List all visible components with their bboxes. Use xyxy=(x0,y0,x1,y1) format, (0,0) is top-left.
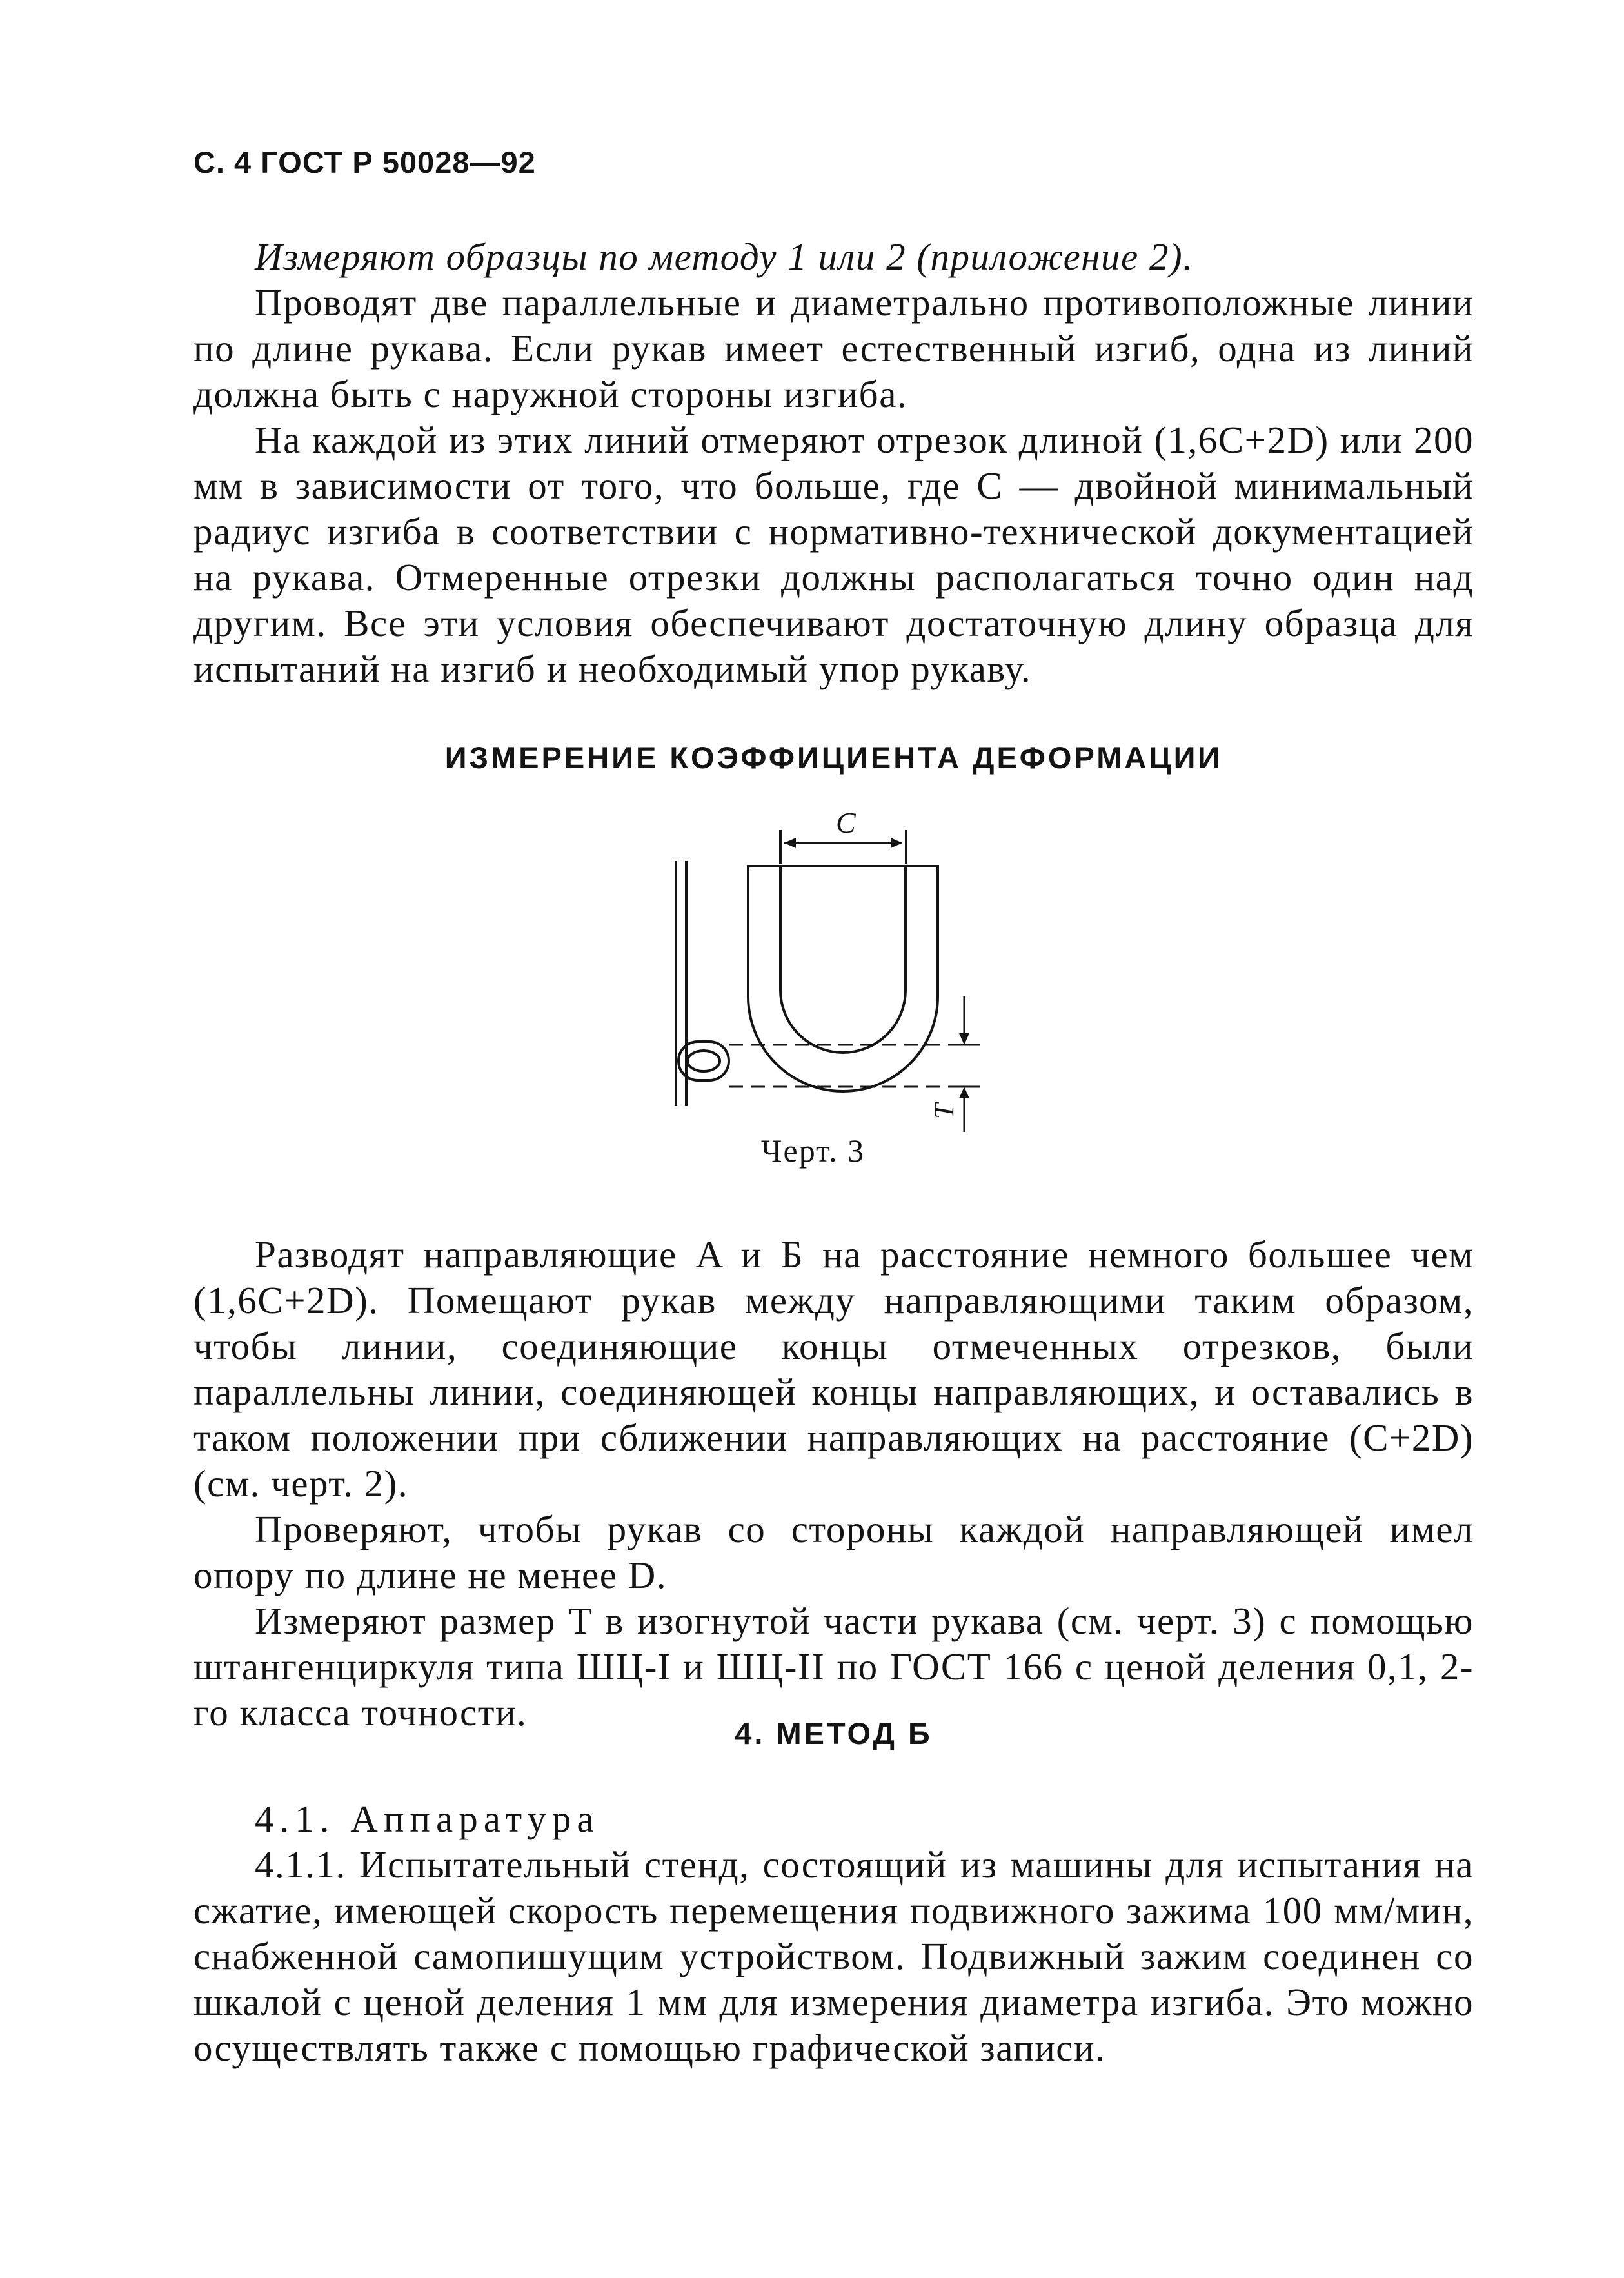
dimension-label-c: C xyxy=(836,806,856,839)
figure-caption: Черт. 3 xyxy=(761,1133,866,1169)
paragraph: Разводят направляющие A и Б на расстояние немного большее чем (1,6C+2D). Помещают рукав между направляющими таким образом, чтобы линии, соединяющие концы отмеченных отрезков, были параллельны линии, соединяющей концы направляющих, и оставались в таком положении при сближении направляющих на расстояние (C+2D) (см. черт. 2). xyxy=(193,1233,1474,1505)
text-block-method-a xyxy=(193,234,1474,692)
subsection-heading: 4.1. Аппаратура xyxy=(255,1798,600,1840)
paragraph: На каждой из этих линий отмеряют отрезок длиной (1,6C+2D) или 200 мм в зависимости от того, что больше, где C — двойной минимальный радиус изгиба в соответствии с нормативно-технической документацией на рукава. Отмеренные отрезки должны располагаться точно один над другим. Все эти условия обеспечивают достаточную длину образца для испытаний на изгиб и необходимый упор рукаву. xyxy=(193,419,1474,690)
paragraph: Измеряют образцы по методу 1 или 2 (приложение 2). xyxy=(255,235,1194,278)
paragraph: Измеряют размер T в изогнутой части рукава (см. черт. 3) с помощью штангенциркуля типа ШЦ-I и ШЦ-II по ГОСТ 166 с ценой деления 0,1, 2-го класса точности. xyxy=(193,1600,1474,1734)
section-heading: 4. МЕТОД Б xyxy=(735,1716,933,1750)
text-block-method-b xyxy=(193,1796,1474,2071)
paragraph: 4.1.1. Испытательный стенд, состоящий из машины для испытания на сжатие, имеющей скорость перемещения подвижного зажима 100 мм/мин, снабженной самопишущим устройством. Подвижный зажим соединен со шкалой с ценой деления 1 мм для измерения диаметра изгиба. Это можно осуществлять также с помощью графической записи. xyxy=(193,1843,1474,2069)
dimension-label-t: T xyxy=(928,1103,960,1119)
page-header: С. 4 ГОСТ Р 50028—92 xyxy=(193,145,536,179)
paragraph: Проверяют, чтобы рукав со стороны каждой направляющей имел опору по длине не менее D. xyxy=(193,1508,1474,1596)
section-heading: ИЗМЕРЕНИЕ КОЭФФИЦИЕНТА ДЕФОРМАЦИИ xyxy=(444,740,1223,775)
figure-3-bend-diagram xyxy=(645,784,1045,1145)
text-block-deformation xyxy=(193,1232,1474,1736)
paragraph: Проводят две параллельные и диаметрально противоположные линии по длине рукава. Если рукав имеет естественный изгиб, одна из линий должна быть с наружной стороны изгиба. xyxy=(193,281,1474,415)
